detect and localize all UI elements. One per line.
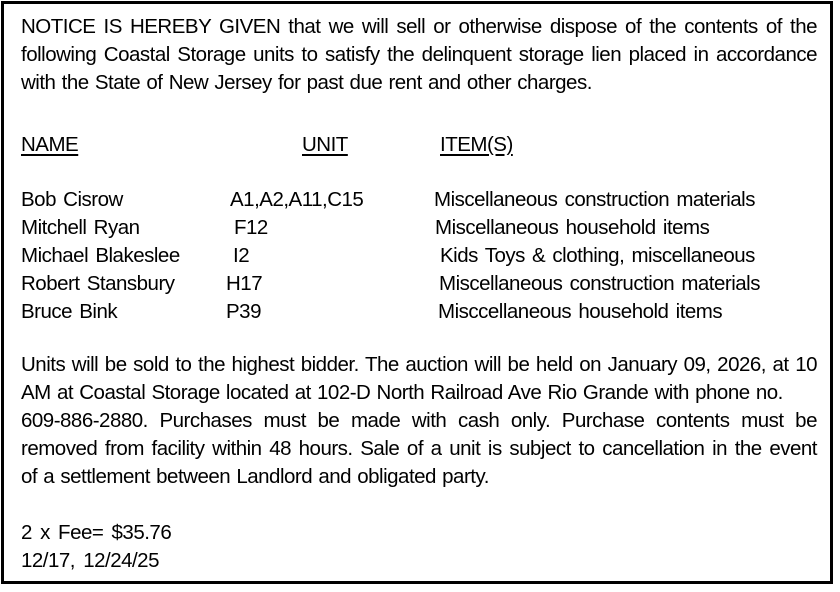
auction-line: 609-886-2880. Purchases must be made with cash only. Purchase contents must be xyxy=(21,409,817,432)
auction-line: AM at Coastal Storage located at 102-D North Railroad Ave Rio Grande with phone no. xyxy=(21,381,783,404)
auction-line: of a settlement between Landlord and obligated party. xyxy=(21,465,489,488)
intro-paragraph xyxy=(21,13,817,97)
column-header-unit: UNIT xyxy=(302,133,348,156)
unit-number: I2 xyxy=(233,244,250,267)
tenant-name: Michael Blakeslee xyxy=(21,244,180,267)
intro-line: with the State of New Jersey for past due rent and other charges. xyxy=(21,71,592,94)
table-row xyxy=(4,186,836,214)
table-row xyxy=(4,214,836,242)
table-row xyxy=(4,298,836,326)
fee-block xyxy=(21,519,817,575)
unit-number: P39 xyxy=(226,300,261,323)
unit-number: F12 xyxy=(234,216,268,239)
fee-line: 2 x Fee= $35.76 xyxy=(21,521,172,544)
column-header-items: ITEM(S) xyxy=(440,133,513,156)
tenant-name: Mitchell Ryan xyxy=(21,216,140,239)
item-description: Kids Toys & clothing, miscellaneous xyxy=(440,244,755,267)
table-row xyxy=(4,270,836,298)
unit-number: H17 xyxy=(226,272,263,295)
auction-line: removed from facility within 48 hours. Sale of a unit is subject to cancellation in the event xyxy=(21,437,817,460)
tenant-name: Robert Stansbury xyxy=(21,272,175,295)
table-row xyxy=(4,242,836,270)
publication-dates: 12/17, 12/24/25 xyxy=(21,549,159,572)
intro-line: following Coastal Storage units to satisfy the delinquent storage lien placed in accordance xyxy=(21,43,817,66)
auction-paragraph xyxy=(21,351,817,491)
legal-notice xyxy=(1,1,833,584)
item-description: Miscellaneous household items xyxy=(435,216,710,239)
column-header-name: NAME xyxy=(21,133,79,156)
item-description: Miscellaneous construction materials xyxy=(439,272,760,295)
tenant-name: Bob Cisrow xyxy=(21,188,123,211)
item-description: Miscellaneous construction materials xyxy=(434,188,755,211)
unit-number: A1,A2,A11,C15 xyxy=(230,188,364,211)
intro-line: NOTICE IS HEREBY GIVEN that we will sell or otherwise dispose of the contents of the xyxy=(21,15,817,38)
auction-line: Units will be sold to the highest bidder. The auction will be held on January 09, 2026, at 10 xyxy=(21,353,817,376)
tenant-name: Bruce Bink xyxy=(21,300,118,323)
item-description: Misccellaneous household items xyxy=(438,300,723,323)
